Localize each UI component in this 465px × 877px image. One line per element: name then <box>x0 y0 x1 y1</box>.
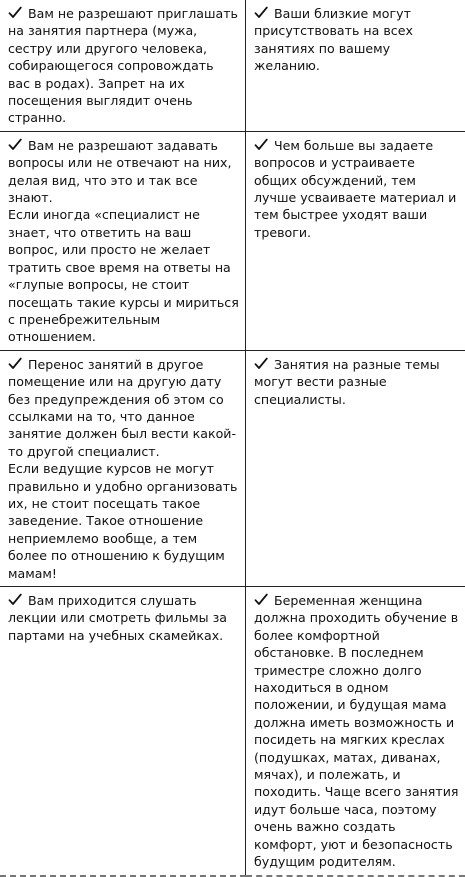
checkmark-icon <box>254 6 268 19</box>
cell-paragraph: Если ведущие курсов не могут правильно и удобно организовать их, не стоит посещать такое заведение. Такое отношение неприемлемо вообще, а тем более по отношению к будущим мамам! <box>8 460 239 582</box>
checkmark-icon <box>254 593 268 606</box>
cell-paragraph <box>254 592 459 871</box>
table-row <box>0 587 465 876</box>
table-cell-right <box>246 131 465 350</box>
right-text: Беременная женщина должна проходить обучение в более комфортной обстановке. В последнем триместре сложно долго находиться в одном положении, и будущая мама должна иметь возможность и посидеть на мягких креслах (подушках, матах, диванах, мячах), и полежать, и походить. Чаще всего занятия идут больше часа, поэтому очень важно создать комфорт, уют и безопасность будущим родителям. <box>254 593 458 869</box>
cell-paragraph: Если иногда «специалист не знает, что ответить на ваш вопрос, или просто не желает тратить свое время на ответы на «глупые вопросы, не стоит посещать такие курсы и мириться с пренебрежительным отношением. <box>8 206 239 345</box>
table-cell-left <box>0 131 246 350</box>
checkmark-icon <box>8 593 22 606</box>
table-cell-left <box>0 350 246 586</box>
table-cell-left <box>0 0 246 131</box>
cell-paragraph <box>8 592 239 644</box>
cell-paragraph <box>8 5 239 127</box>
table-row <box>0 0 465 131</box>
table-cell-left <box>0 587 246 876</box>
table-cell-right <box>246 350 465 586</box>
cell-paragraph <box>8 137 239 207</box>
table-row <box>0 131 465 350</box>
checkmark-icon <box>254 357 268 370</box>
cell-paragraph <box>254 137 459 241</box>
right-text: Ваши близкие могут присутствовать на всех занятиях по вашему желанию. <box>254 6 413 73</box>
cell-paragraph <box>254 356 459 408</box>
right-text: Чем больше вы задаете вопросов и устраиваете общих обсуждений, тем лучше усваиваете материал и тем быстрее уходят ваши тревоги. <box>254 138 456 240</box>
cell-paragraph <box>8 356 239 460</box>
checkmark-icon <box>254 138 268 151</box>
checkmark-icon <box>8 138 22 151</box>
table-row <box>0 350 465 586</box>
cell-paragraph <box>254 5 459 75</box>
left-text: Вам не разрешают приглашать на занятия партнера (мужа, сестру или другого человека, собирающегося сопровождать вас в родах). Запрет на их посещения выглядит очень странно. <box>8 6 238 125</box>
checkmark-icon <box>8 357 22 370</box>
left-text: Вам не разрешают задавать вопросы или не отвечают на них, делая вид, что это и так все знают. <box>8 138 231 205</box>
right-text: Занятия на разные темы могут вести разные специалисты. <box>254 357 440 407</box>
table-cell-right <box>246 0 465 131</box>
left-text: Перенос занятий в другое помещение или на другую дату без предупреждения об этом со ссылками на то, что данное занятие должен был вести какой-то другой специалист. <box>8 357 236 459</box>
checkmark-icon <box>8 6 22 19</box>
left-text: Вам приходится слушать лекции или смотреть фильмы за партами на учебных скамейках. <box>8 593 227 643</box>
table-cell-right <box>246 587 465 876</box>
